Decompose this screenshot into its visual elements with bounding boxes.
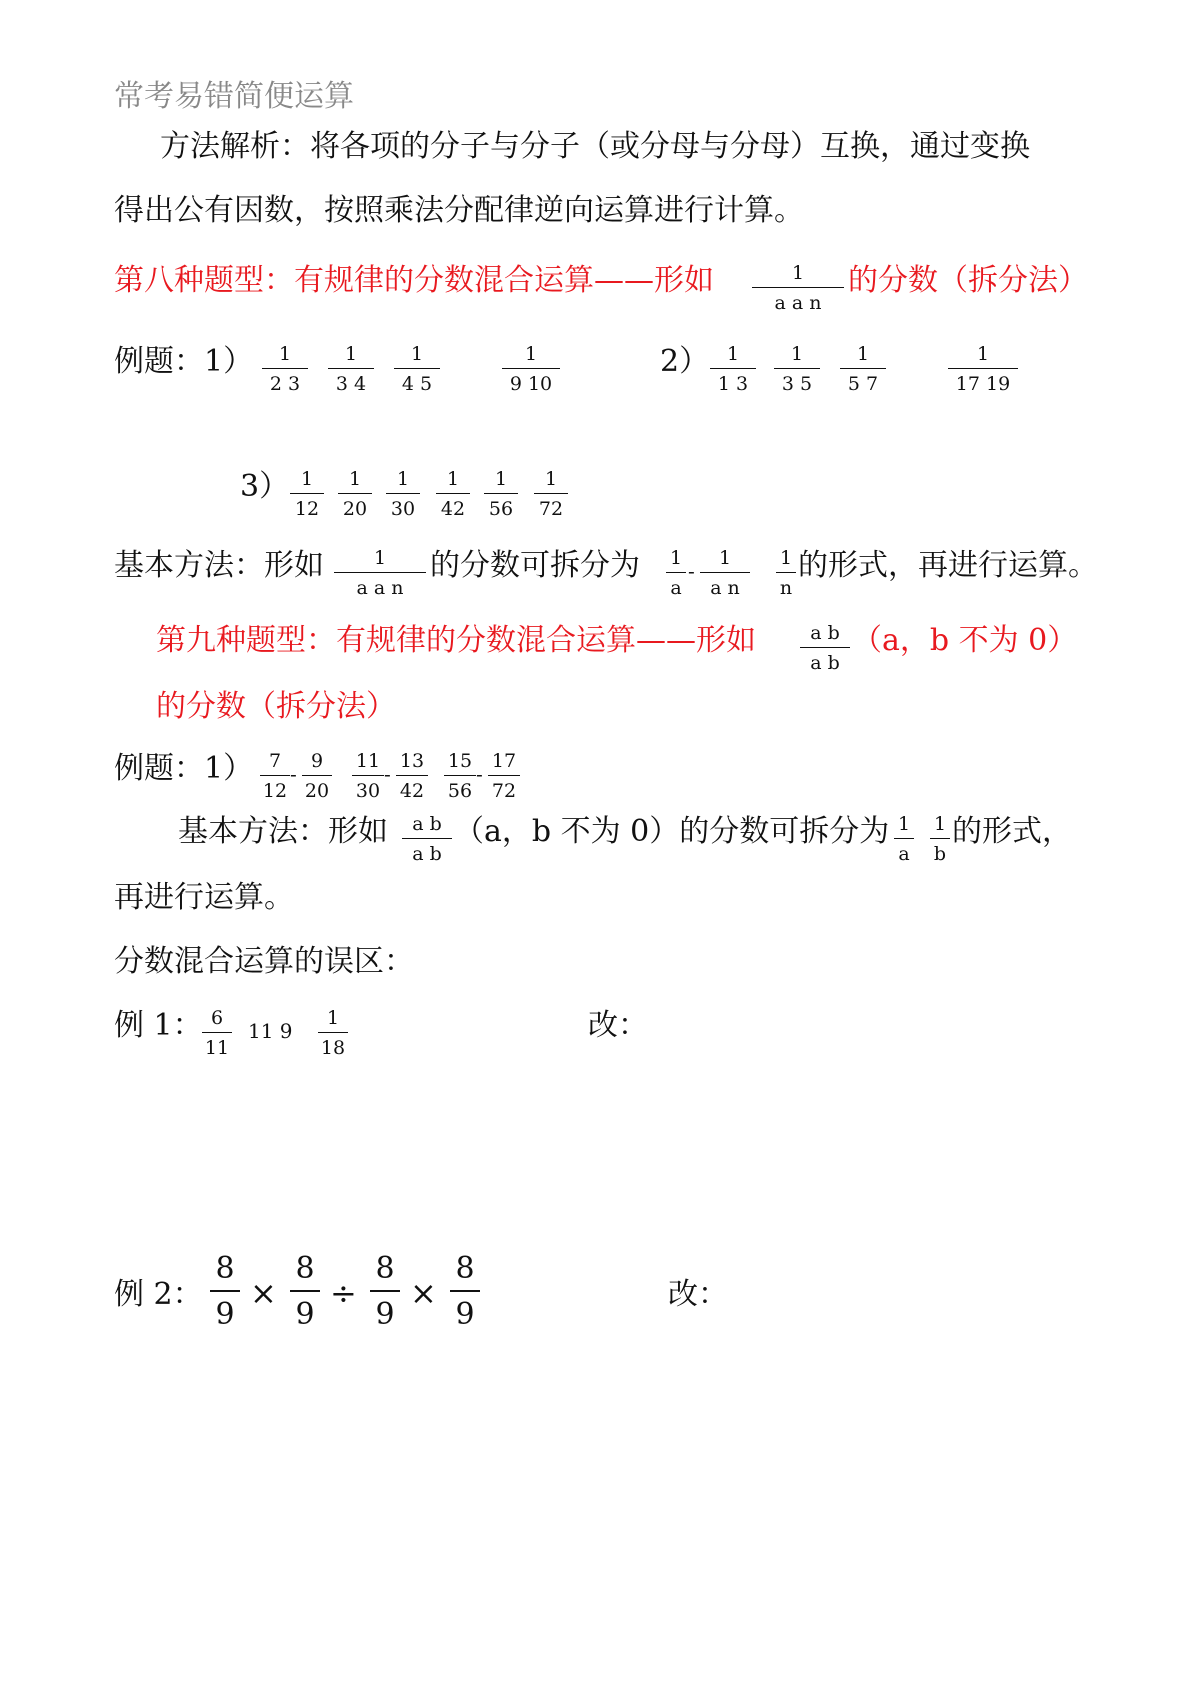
type9-prefix: 第九种题型：有规律的分数混合运算——形如 bbox=[156, 623, 756, 658]
minus-sign: - bbox=[384, 762, 391, 786]
type8-suffix: 的分数（拆分法） bbox=[848, 263, 1088, 298]
type9-suffix: （a，b 不为 0） bbox=[852, 623, 1078, 658]
minus-sign: - bbox=[476, 762, 483, 786]
fix-label-1: 改： bbox=[588, 1008, 648, 1043]
big-fraction: 8 9 bbox=[370, 1252, 400, 1332]
example8-fraction: 1 42 bbox=[436, 468, 470, 520]
fraction-denominator: a a n bbox=[774, 292, 822, 314]
example8-fraction: 1 9 10 bbox=[502, 343, 560, 395]
type8-prefix: 第八种题型：有规律的分数混合运算——形如 bbox=[114, 263, 714, 298]
example8-fraction: 1 12 bbox=[290, 468, 324, 520]
example8-label: 例题：1） bbox=[114, 344, 254, 379]
big-fraction: 8 9 bbox=[210, 1252, 240, 1332]
basic8-fraction: 1 a n bbox=[700, 547, 750, 599]
times-sign: × bbox=[410, 1274, 437, 1312]
example8-fraction: 1 3 4 bbox=[328, 343, 374, 395]
example8-fraction: 1 4 5 bbox=[394, 343, 440, 395]
mistakes-title: 分数混合运算的误区： bbox=[114, 944, 414, 979]
example9-fraction: 7 12 bbox=[260, 750, 290, 802]
method-line-1: 方法解析：将各项的分子与分子（或分母与分母）互换，通过变换 bbox=[160, 129, 1030, 164]
basic8-mid: 的分数可拆分为 bbox=[430, 548, 640, 583]
basic9-line-2: 再进行运算。 bbox=[114, 880, 294, 915]
big-fraction: 8 9 bbox=[450, 1252, 480, 1332]
type8-fraction bbox=[752, 262, 844, 314]
basic9-fraction: 1 b bbox=[930, 813, 950, 865]
example8-fraction: 1 17 19 bbox=[948, 343, 1018, 395]
example8-fraction: 1 30 bbox=[386, 468, 420, 520]
method-line-2: 得出公有因数，按照乘法分配律逆向运算进行计算。 bbox=[114, 193, 804, 228]
fraction-numerator: 1 bbox=[791, 262, 805, 284]
minus-sign: - bbox=[290, 762, 297, 786]
example9-fraction: 13 42 bbox=[396, 750, 428, 802]
basic9-mid: （a，b 不为 0）的分数可拆分为 bbox=[454, 814, 890, 849]
example9-fraction: 17 72 bbox=[488, 750, 520, 802]
minus-sign: - bbox=[688, 559, 695, 583]
basic9-prefix: 基本方法：形如 bbox=[178, 814, 388, 849]
example9-fraction: 11 30 bbox=[352, 750, 384, 802]
example8-label-2: 2） bbox=[660, 344, 710, 379]
type8-heading bbox=[114, 264, 714, 298]
page-header: 常考易错简便运算 bbox=[114, 79, 354, 114]
basic9-suffix: 的形式， bbox=[952, 814, 1072, 849]
type9-line-2: 的分数（拆分法） bbox=[156, 689, 396, 724]
basic9-fraction: a b a b bbox=[402, 813, 452, 865]
mistake-fraction: 1 18 bbox=[318, 1007, 348, 1059]
example8-fraction: 1 5 7 bbox=[840, 343, 886, 395]
example8-fraction: 1 56 bbox=[484, 468, 518, 520]
basic8-suffix: 的形式，再进行运算。 bbox=[798, 548, 1098, 583]
example8-fraction: 1 1 3 bbox=[710, 343, 756, 395]
mistake-middle-terms: 11 9 bbox=[248, 1019, 293, 1043]
basic8-fraction: 1 n bbox=[776, 547, 796, 599]
basic8-fraction: 1 a a n bbox=[334, 547, 426, 599]
example8-fraction: 1 72 bbox=[534, 468, 568, 520]
example8-fraction: 1 20 bbox=[338, 468, 372, 520]
mistake-example-1-label: 例 1： bbox=[114, 1008, 203, 1043]
divide-sign: ÷ bbox=[330, 1274, 357, 1312]
example9-label: 例题：1） bbox=[114, 751, 254, 786]
type9-fraction: a b a b bbox=[800, 622, 850, 674]
basic9-fraction: 1 a bbox=[894, 813, 914, 865]
basic8-prefix: 基本方法：形如 bbox=[114, 548, 324, 583]
fix-label-2: 改： bbox=[668, 1277, 728, 1312]
example8-fraction: 1 2 3 bbox=[262, 343, 308, 395]
example9-fraction: 9 20 bbox=[302, 750, 332, 802]
example8-label-3: 3） bbox=[240, 469, 290, 504]
fraction-bar bbox=[752, 287, 844, 288]
example9-fraction: 15 56 bbox=[444, 750, 476, 802]
times-sign: × bbox=[250, 1274, 277, 1312]
mistake-fraction: 6 11 bbox=[202, 1007, 232, 1059]
example8-fraction: 1 3 5 bbox=[774, 343, 820, 395]
basic8-fraction: 1 a bbox=[666, 547, 686, 599]
big-fraction: 8 9 bbox=[290, 1252, 320, 1332]
mistake-example-2-label: 例 2： bbox=[114, 1277, 203, 1312]
